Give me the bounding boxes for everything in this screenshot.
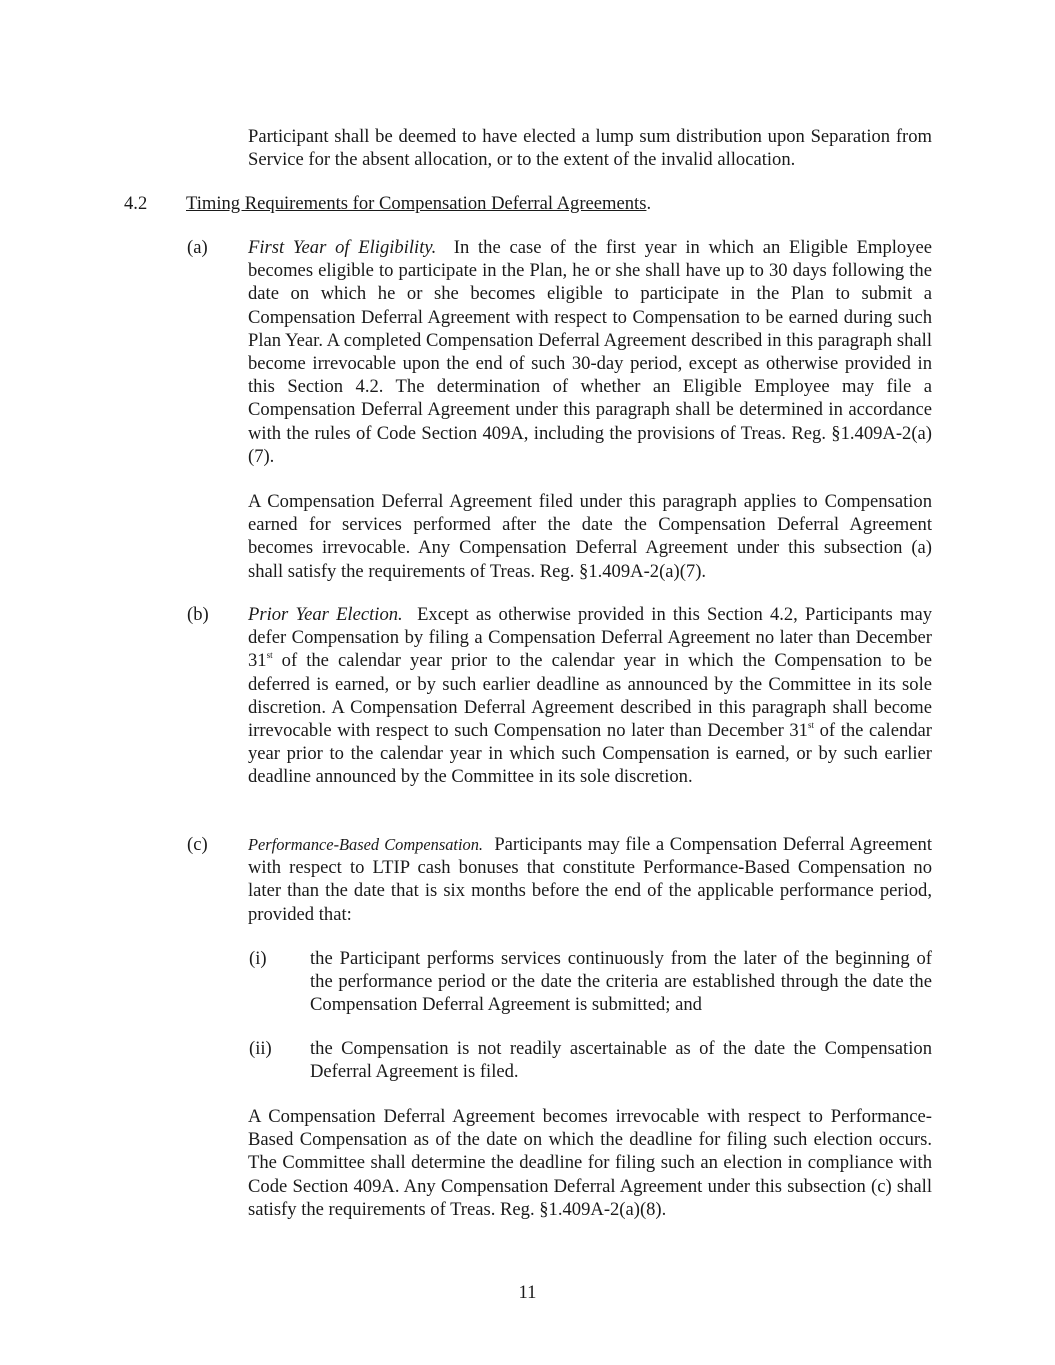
item-i — [310, 947, 932, 1017]
paragraph-c-text-2: A Compensation Deferral Agreement becomes irrevocable with respect to Performance-Based Compensation as of the date on which the deadline for filing such election occurs. The Committee shall determine the deadline for filing such an election in compliance with Code Section 409A. Any Compensation Deferral Agreement under this subsection (c) shall satisfy the requirements of Treas. Reg. §1.409A-2(a)(8). — [248, 1106, 932, 1220]
paragraph-a-continued — [248, 490, 932, 583]
item-ii-text: the Compensation is not readily ascertainable as of the date the Compensation Deferral Agreement is filed. — [310, 1038, 932, 1083]
continuation-text: Participant shall be deemed to have elected a lump sum distribution upon Separation from Service for the absent allocation, or to the extent of the invalid allocation. — [248, 126, 932, 171]
paragraph-b-sup-2: st — [807, 720, 814, 731]
page-number: 11 — [518, 1282, 537, 1303]
item-i-text: the Participant performs services continuously from the later of the beginning of the performance period or the date the criteria are established through the date the Compensation Deferral Agreement is submitted; and — [310, 948, 932, 1016]
paragraph-c — [248, 833, 932, 926]
paragraph-b-text-2: of the calendar year prior to the calendar year in which the Compensation to be deferred is earned, or by such earlier deadline as announced by the Committee in its sole discretion. A Compensation Deferral Agreement described in this paragraph shall become irrevocable with respect to such Compensation no later than December 31 — [248, 650, 932, 742]
paragraph-a-heading: First Year of Eligibility. — [248, 237, 437, 258]
paragraph-a — [248, 236, 932, 468]
paragraph-b-text-3: of the calendar year prior to the calendar year in which such Compensation is earned, or by such earlier deadline announced by the Committee in its sole discretion. — [248, 720, 932, 788]
item-ii — [310, 1037, 932, 1083]
paragraph-b-text-1: Except as otherwise provided in this Section 4.2, Participants may defer Compensation by filing a Compensation Deferral Agreement no later than December 31 — [248, 604, 932, 672]
paragraph-c-heading: Performance-Based Compensation. — [248, 835, 483, 854]
section-title: Timing Requirements for Compensation Deferral Agreements — [186, 193, 647, 214]
item-i-label: (i) — [249, 948, 267, 969]
section-heading — [186, 192, 651, 215]
paragraph-b-heading: Prior Year Election. — [248, 604, 403, 625]
section-title-period: . — [646, 193, 652, 214]
paragraph-a-text: In the case of the first year in which an Eligible Employee becomes eligible to participate in the Plan, he or she shall have up to 30 days following the date on which he or she becomes eligible to participate in the Plan to submit a Compensation Deferral Agreement with respect to Compensation to be earned during such Plan Year. A completed Compensation Deferral Agreement described in this paragraph shall become irrevocable upon the end of such 30-day period, except as otherwise provided in this Section 4.2. The determination of whether an Eligible Employee may file a Compensation Deferral Agreement under this paragraph shall be determined in accordance with the rules of Code Section 409A, including the provisions of Treas. Reg. §1.409A-2(a)(7). — [248, 237, 933, 467]
section-number: 4.2 — [124, 193, 148, 214]
paragraph-c-continued — [248, 1105, 932, 1221]
paragraph-c-label: (c) — [187, 834, 208, 855]
paragraph-b — [248, 603, 932, 789]
paragraph-a-text-2: A Compensation Deferral Agreement filed under this paragraph applies to Compensation earned for services performed after the date the Compensation Deferral Agreement becomes irrevocable. Any Compensation Deferral Agreement under this subsection (a) shall satisfy the requirements of Treas. Reg. §1.409A-2(a)(7). — [248, 491, 932, 582]
paragraph-b-label: (b) — [187, 604, 209, 625]
paragraph-b-sup-1: st — [266, 650, 273, 661]
paragraph-a-label: (a) — [187, 237, 208, 258]
continuation-paragraph — [248, 125, 932, 171]
item-ii-label: (ii) — [249, 1038, 272, 1059]
paragraph-c-text: Participants may file a Compensation Deferral Agreement with respect to LTIP cash bonuses that constitute Performance-Based Compensation no later than the date that is six months before the end of the applicable performance period, provided that: — [248, 834, 932, 925]
